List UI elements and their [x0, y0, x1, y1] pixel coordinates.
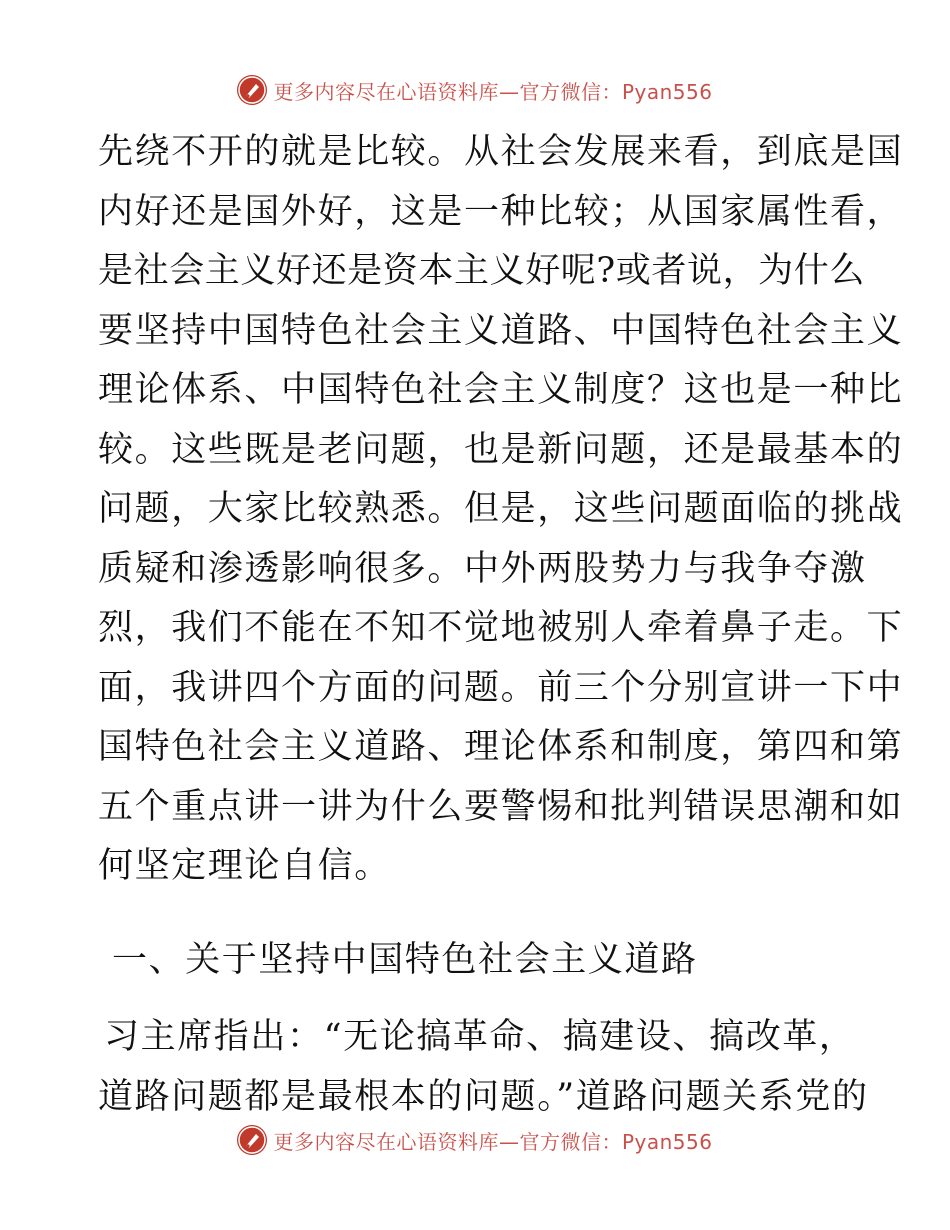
header-watermark-text: 更多内容尽在心语资料库—官方微信：Pyan556 [273, 79, 713, 104]
quote-line: 习主席指出：“无论搞革命、搞建设、搞改革， [104, 1017, 856, 1057]
pen-nib-logo-icon [237, 1125, 267, 1155]
footer-watermark-text: 更多内容尽在心语资料库—官方微信：Pyan556 [273, 1129, 713, 1154]
paragraph-spacer [98, 897, 858, 931]
body-line: 何坚定理论自信。 [98, 846, 391, 886]
body-line: 理论体系、中国特色社会主义制度？这也是一种比 [98, 370, 904, 410]
quote-line: 道路问题都是最根本的问题。”道路问题关系党的 [98, 1076, 869, 1117]
body-line: 五个重点讲一讲为什么要警惕和批判错误思潮和如 [98, 786, 904, 827]
header-watermark [0, 70, 950, 110]
body-line: 质疑和渗透影响很多。中外两股势力与我争夺激 [98, 548, 867, 589]
section-heading: 一、关于坚持中国特色社会主义道路 [112, 939, 698, 980]
body-line: 是社会主义好还是资本主义好呢?或者说，为什么 [98, 251, 865, 291]
body-line: 要坚持中国特色社会主义道路、中国特色社会主义 [98, 310, 904, 351]
body-line: 内好还是国外好，这是一种比较；从国家属性看， [98, 191, 904, 232]
body-line: 面，我讲四个方面的问题。前三个分别宣讲一下中 [98, 667, 904, 708]
body-line: 烈，我们不能在不知不觉地被别人牵着鼻子走。下 [98, 608, 904, 648]
body-line: 较。这些既是老问题，也是新问题，还是最基本的 [98, 429, 904, 470]
paragraph-spacer [98, 990, 858, 1008]
footer-watermark [0, 1120, 950, 1160]
body-line: 国特色社会主义道路、理论体系和制度，第四和第 [98, 727, 904, 767]
body-line: 问题，大家比较熟悉。但是，这些问题面临的挑战 [98, 489, 904, 529]
document-body [98, 123, 904, 1127]
pen-nib-logo-icon [237, 75, 267, 105]
body-line: 先绕不开的就是比较。从社会发展来看，到底是国 [98, 132, 904, 172]
